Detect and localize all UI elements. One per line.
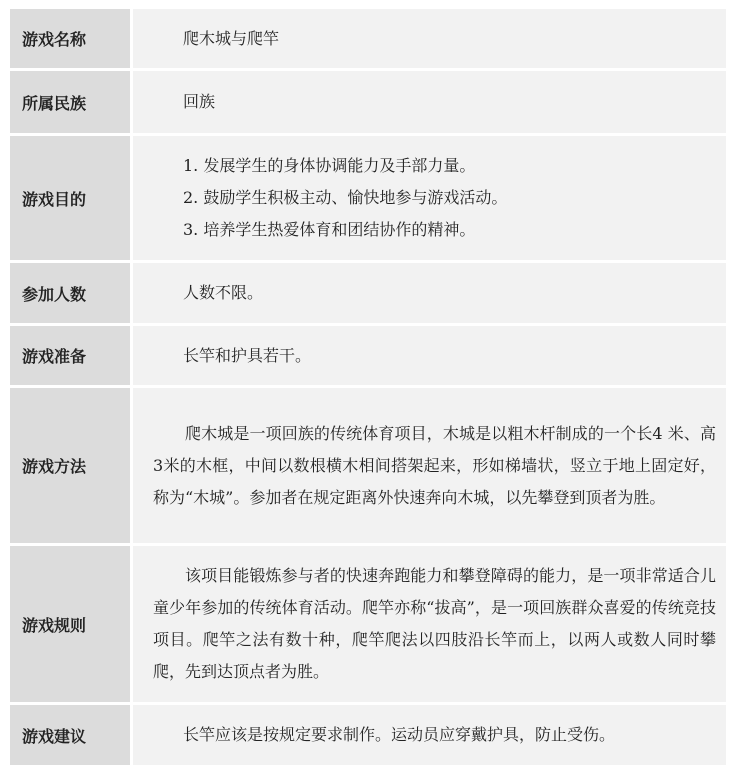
row-participants — [10, 263, 726, 323]
row-label: 游戏准备 — [10, 326, 130, 385]
row-label: 游戏规则 — [10, 546, 130, 702]
row-value: 长竿和护具若干。 — [133, 326, 726, 385]
method-paragraph: 爬木城是一项回族的传统体育项目，木城是以粗木杆制成的一个长4 米、高3米的木框，中间以数根横木相间搭架起来，形如梯墙状，竖立于地上固定好，称为“木城”。参加者在规定距离外快速奔向木城，以先攀登到顶者为胜。 — [153, 423, 716, 507]
row-game-purpose — [10, 136, 726, 260]
row-method — [10, 388, 726, 543]
list-item: 3. 培养学生热爱体育和团结协作的精神。 — [183, 220, 476, 239]
row-label: 参加人数 — [10, 263, 130, 323]
row-value: 回族 — [133, 71, 726, 133]
row-suggestion — [10, 705, 726, 765]
row-label: 游戏名称 — [10, 9, 130, 68]
row-game-name — [10, 9, 726, 68]
list-item: 1. 发展学生的身体协调能力及手部力量。 — [183, 156, 476, 175]
list-item: 2. 鼓励学生积极主动、愉快地参与游戏活动。 — [183, 188, 508, 207]
row-label: 所属民族 — [10, 71, 130, 133]
row-label: 游戏建议 — [10, 705, 130, 765]
row-value: 长竿应该是按规定要求制作。运动员应穿戴护具，防止受伤。 — [133, 705, 726, 765]
row-value — [133, 388, 726, 543]
row-value — [133, 546, 726, 702]
purpose-list — [153, 150, 507, 246]
rules-paragraph: 该项目能锻炼参与者的快速奔跑能力和攀登障碍的能力，是一项非常适合儿童少年参加的传统体育活动。爬竿亦称“拔高”，是一项回族群众喜爱的传统竞技项目。爬竿之法有数十种，爬竿爬法以四肢沿长竿而上，以两人或数人同时攀爬，先到达顶点者为胜。 — [153, 566, 716, 681]
row-value — [133, 136, 726, 260]
row-ethnic-group — [10, 71, 726, 133]
row-label: 游戏方法 — [10, 388, 130, 543]
row-rules — [10, 546, 726, 702]
row-preparation — [10, 326, 726, 385]
game-info-table — [10, 9, 726, 768]
row-label: 游戏目的 — [10, 136, 130, 260]
row-value: 爬木城与爬竿 — [133, 9, 726, 68]
row-value: 人数不限。 — [133, 263, 726, 323]
